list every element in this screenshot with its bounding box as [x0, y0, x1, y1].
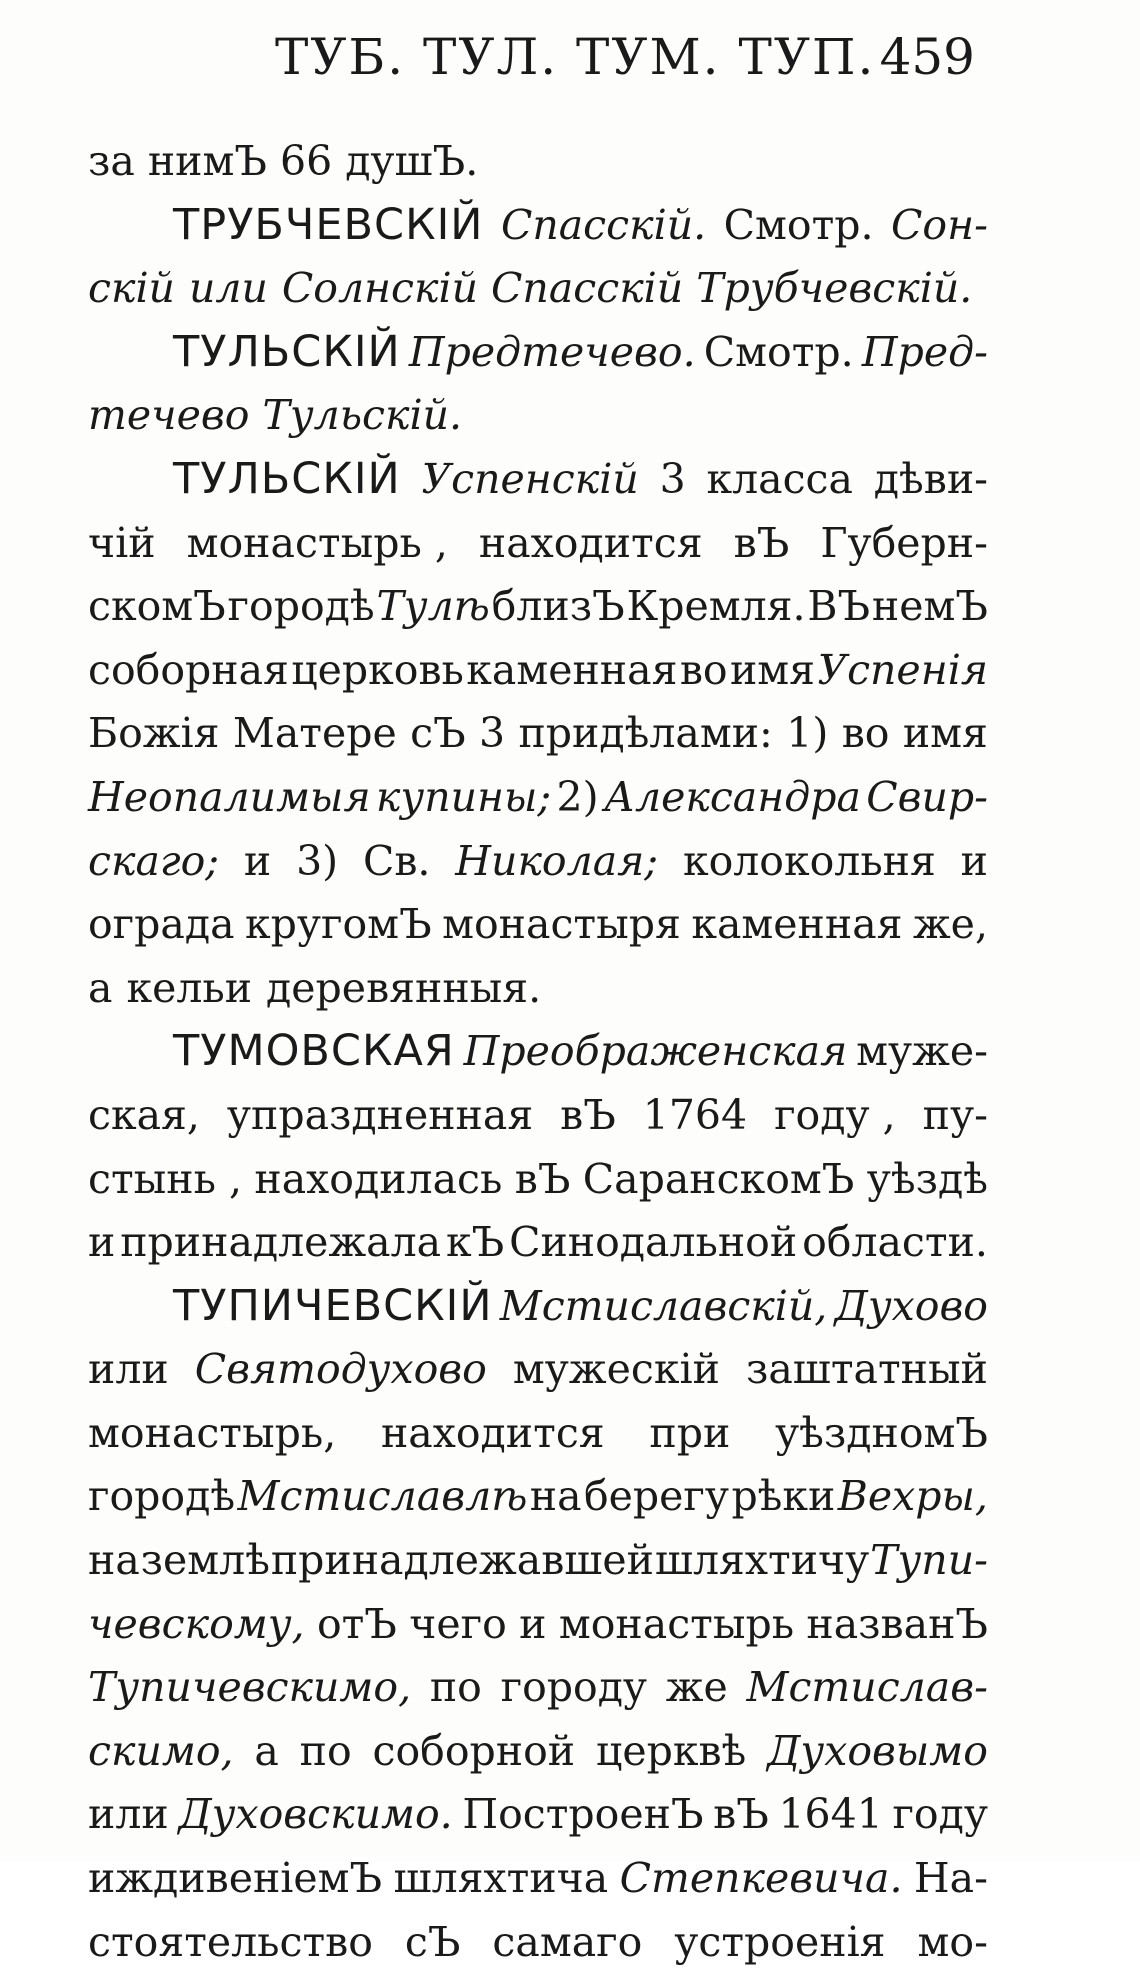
text-segment: же [665, 1663, 728, 1712]
text-segment: монастырь, [88, 1408, 337, 1457]
text-segment: церквѣ [595, 1726, 747, 1775]
text-segment: упраздненная [226, 1090, 534, 1139]
text-segment: во [679, 645, 728, 694]
text-line [88, 194, 988, 258]
text-segment: монастырь [558, 1599, 795, 1648]
text-segment: самаго [492, 1917, 643, 1966]
text-segment: Сон- [891, 200, 988, 249]
text-segment: Тупичевскимо, [88, 1663, 412, 1712]
text-segment: а [254, 1726, 279, 1775]
text-line [88, 1720, 988, 1784]
text-segment: скій [88, 264, 175, 313]
text-segment: по [299, 1726, 352, 1775]
text-segment: Божія [88, 709, 220, 758]
text-segment: и [519, 1599, 547, 1648]
text-segment: на [88, 1536, 140, 1585]
text-segment: иждивеніемЪ [88, 1854, 383, 1903]
text-segment: имя [902, 709, 988, 758]
text-segment: находится [478, 518, 703, 567]
text-segment: вЪ [514, 1154, 571, 1203]
text-line [88, 257, 988, 321]
text-line [88, 702, 988, 766]
text-segment: кЪ [445, 1218, 505, 1267]
text-segment: Матере [232, 709, 397, 758]
text-segment: Смотр. [703, 327, 854, 376]
text-segment: деревянныя. [266, 963, 542, 1012]
text-line [88, 1020, 988, 1084]
text-segment: мужескій [512, 1345, 720, 1394]
text-line [88, 893, 988, 957]
text-segment: Николая; [455, 836, 659, 885]
text-segment: Св. [362, 836, 431, 885]
text-line [88, 1084, 988, 1148]
text-segment: близЪ [491, 582, 625, 631]
text-segment: шляхтичу [654, 1536, 870, 1585]
text-segment: 3) [296, 836, 339, 885]
text-segment: уѣздномЪ [775, 1408, 988, 1457]
text-line [88, 130, 988, 194]
text-segment: Мстиславскій, [499, 1281, 828, 1330]
text-segment: принадлежавшей [270, 1536, 655, 1585]
text-segment: Вехры, [837, 1472, 988, 1521]
text-segment: Свир- [866, 772, 988, 821]
text-segment: ская, [88, 1090, 200, 1139]
text-segment: отЪ [316, 1599, 397, 1648]
text-segment: муже- [856, 1027, 988, 1076]
text-line [88, 639, 988, 703]
text-line [88, 1529, 988, 1593]
text-line [88, 1465, 988, 1529]
text-segment: кельи [126, 963, 253, 1012]
text-segment: Неопалимыя [88, 772, 371, 821]
text-segment: же, [912, 900, 988, 949]
text-segment: чій [88, 518, 156, 567]
text-line [88, 575, 988, 639]
text-line [88, 448, 988, 512]
text-segment: при [649, 1408, 731, 1457]
text-segment: Кремля. [626, 582, 806, 631]
text-segment: году [892, 1790, 988, 1839]
text-segment: ПостроенЪ [462, 1790, 704, 1839]
text-segment: рѣки [731, 1472, 836, 1521]
text-segment: монастырь , [186, 518, 448, 567]
text-segment: по [429, 1663, 482, 1712]
text-segment: вЪ [560, 1090, 616, 1139]
text-segment: немЪ [871, 582, 988, 631]
text-segment: скомЪ [88, 582, 226, 631]
entry-heading: ТУПИЧЕВСКІЙ [173, 1280, 493, 1331]
text-line [88, 1593, 988, 1657]
text-line [88, 830, 988, 894]
text-segment: Успенія [817, 645, 988, 694]
text-segment: Синодальной [509, 1218, 798, 1267]
text-segment: пу- [922, 1090, 988, 1139]
text-segment: городѣ [88, 1472, 236, 1521]
text-segment: городѣ [227, 582, 375, 631]
text-segment: или [88, 1345, 169, 1394]
text-segment: дѣви- [873, 454, 988, 503]
text-segment: Степкевича. [619, 1854, 903, 1903]
text-segment: берегу [583, 1472, 730, 1521]
text-segment: стынь , [88, 1154, 242, 1203]
text-segment: названЪ [806, 1599, 988, 1648]
text-segment: области. [802, 1218, 988, 1267]
text-line [88, 1911, 988, 1974]
text-segment: Мстиславлѣ [237, 1472, 528, 1521]
text-segment: заштатный [745, 1345, 988, 1394]
text-segment: находится [380, 1408, 605, 1457]
text-segment: кругомЪ [245, 900, 432, 949]
running-title: ТУБ. ТУЛ. ТУМ. ТУП. [275, 28, 876, 86]
text-line [88, 1148, 988, 1212]
text-line [88, 1656, 988, 1720]
text-segment: Солнскій Спасскій Трубчевскій. [281, 264, 973, 313]
text-segment: Успенскій [421, 454, 639, 503]
entry-heading: ТУЛЬСКІЙ [173, 453, 401, 504]
text-segment: соборная [88, 645, 289, 694]
text-segment: Духовскимо. [178, 1790, 453, 1839]
text-segment: класса [706, 454, 853, 503]
text-segment: Предтечево. [408, 327, 696, 376]
text-segment: году , [774, 1090, 896, 1139]
text-segment: чего [409, 1599, 507, 1648]
text-line [88, 957, 988, 1021]
text-segment: или [188, 264, 268, 313]
text-segment: каменная [691, 900, 903, 949]
text-line [88, 321, 988, 385]
text-segment: на [529, 1472, 582, 1521]
entry-heading: ТУЛЬСКІЙ [173, 326, 401, 377]
text-segment: уѣздѣ [866, 1154, 988, 1203]
text-segment: СаранскомЪ [582, 1154, 855, 1203]
text-segment: Пред- [861, 327, 988, 376]
text-segment: церковь [291, 645, 464, 694]
text-segment: находилась [254, 1154, 503, 1203]
text-segment: Александра [603, 772, 861, 821]
text-segment: купины; [375, 772, 552, 821]
text-segment: Тупи- [870, 1536, 988, 1585]
running-head [275, 28, 975, 92]
entry-heading: ТУМОВСКАЯ [173, 1026, 455, 1077]
text-segment: и [88, 1218, 116, 1267]
text-segment: вЪ [733, 518, 790, 567]
text-line [88, 1338, 988, 1402]
text-segment: городу [500, 1663, 648, 1712]
text-line [88, 384, 988, 448]
text-segment: каменная [466, 645, 678, 694]
text-segment: придѣлами: [518, 709, 773, 758]
entry-heading: ТРУБЧЕВСКІЙ [173, 199, 484, 250]
text-segment: мо- [917, 1917, 988, 1966]
text-segment: чевскому, [88, 1599, 305, 1648]
text-segment: Духовымо [767, 1726, 988, 1775]
text-line [88, 1211, 988, 1275]
text-segment: 3 [659, 454, 686, 503]
text-segment: сЪ [404, 1917, 461, 1966]
text-line [88, 512, 988, 576]
text-segment: скимо, [88, 1726, 234, 1775]
text-segment: или [88, 1790, 169, 1839]
text-segment: за нимЪ 66 душЪ. [88, 137, 479, 185]
text-segment: сЪ [410, 709, 466, 758]
text-segment: ограда [88, 900, 235, 949]
text-segment: 1641 [778, 1790, 883, 1839]
text-segment: устроенія [674, 1917, 886, 1966]
text-segment: 1) [786, 709, 829, 758]
text-segment: Смотр. [723, 200, 874, 249]
page-number: 459 [879, 28, 975, 86]
body-text [88, 130, 988, 1974]
text-segment: 1764 [642, 1090, 748, 1139]
text-segment: скаго; [88, 836, 220, 885]
text-segment: Мстислав- [746, 1663, 988, 1712]
text-segment: течево Тульскій. [88, 391, 463, 440]
text-segment: соборной [372, 1726, 576, 1775]
text-segment: На- [913, 1854, 988, 1903]
text-segment: шляхтича [393, 1854, 609, 1903]
text-segment: вЪ [713, 1790, 769, 1839]
text-segment: Преображенская [463, 1027, 848, 1076]
text-segment: и [960, 836, 988, 885]
text-segment: стоятельство [88, 1917, 373, 1966]
text-segment: 2) [556, 772, 599, 821]
text-segment: монастыря [442, 900, 681, 949]
text-segment: Святодухово [194, 1345, 487, 1394]
text-segment: землѣ [140, 1536, 270, 1585]
text-line [88, 1275, 988, 1339]
text-segment: 3 [479, 709, 506, 758]
text-line [88, 1783, 988, 1847]
text-segment: колокольня [682, 836, 936, 885]
text-segment: ВЪ [807, 582, 871, 631]
text-segment: Тулѣ [376, 582, 490, 631]
text-segment: Губерн- [820, 518, 988, 567]
text-segment: Духово [834, 1281, 988, 1330]
text-segment: имя [729, 645, 816, 694]
text-line [88, 1402, 988, 1466]
text-segment: во [841, 709, 890, 758]
text-line [88, 1847, 988, 1911]
text-segment: а [88, 963, 113, 1012]
text-segment: и [243, 836, 272, 885]
text-line [88, 766, 988, 830]
text-segment: Спасскій. [500, 200, 707, 249]
text-segment: принадлежала [120, 1218, 442, 1267]
